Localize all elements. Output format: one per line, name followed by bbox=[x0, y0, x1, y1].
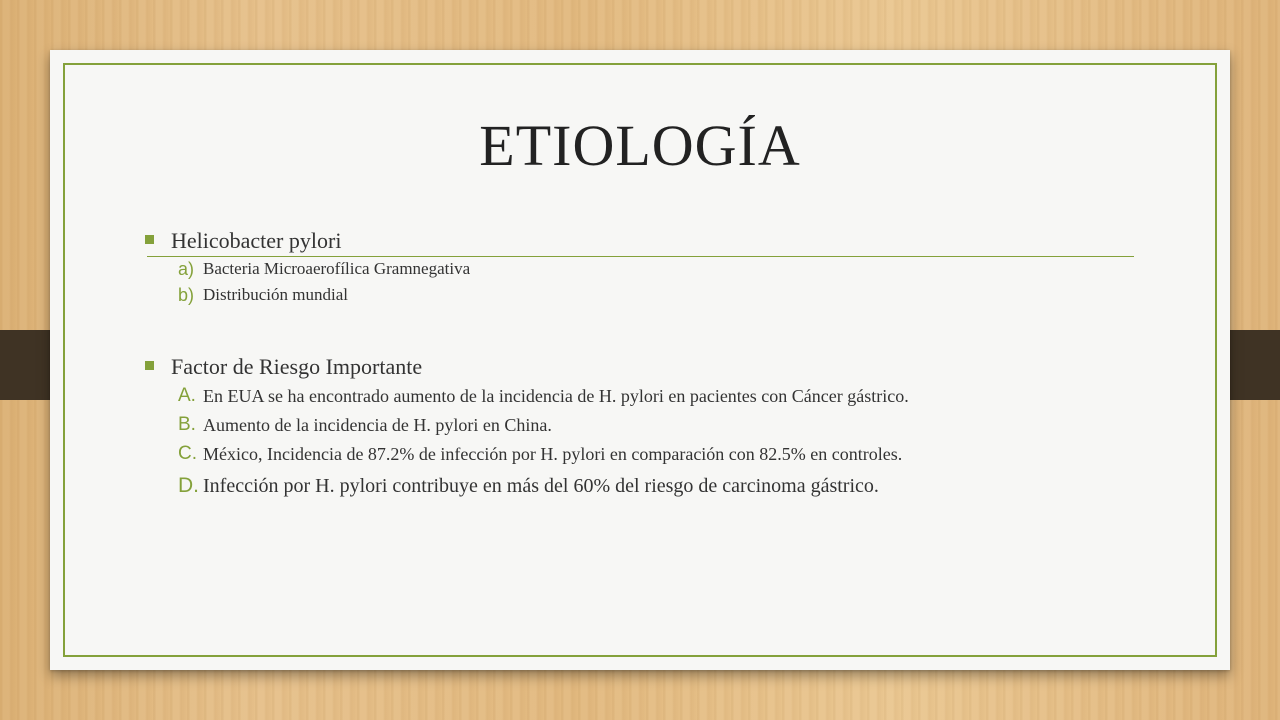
bullet-heading: Helicobacter pylori bbox=[171, 228, 342, 253]
sub-item-text: Infección por H. pylori contribuye en más del 60% del riesgo de carcinoma gástrico. bbox=[203, 475, 879, 497]
sub-item-text: En EUA se ha encontrado aumento de la incidencia de H. pylori en pacientes con Cáncer gástrico. bbox=[203, 386, 909, 406]
sub-item-text: México, Incidencia de 87.2% de infección por H. pylori en comparación con 82.5% en controles. bbox=[203, 444, 903, 464]
square-bullet-icon bbox=[145, 361, 154, 370]
sub-item-marker: a) bbox=[178, 259, 195, 279]
sub-item bbox=[145, 414, 1145, 436]
sub-item-marker: B. bbox=[178, 414, 196, 435]
sub-item bbox=[145, 385, 1145, 407]
sub-item bbox=[145, 258, 1145, 280]
sub-item-marker: A. bbox=[178, 385, 196, 406]
sub-item-marker: C. bbox=[178, 443, 197, 464]
sub-item-text: Distribución mundial bbox=[203, 285, 348, 304]
slide-title: ETIOLOGÍA bbox=[479, 113, 801, 178]
bullet-heading: Factor de Riesgo Importante bbox=[171, 354, 423, 379]
sub-list bbox=[145, 258, 1145, 306]
sub-item bbox=[145, 475, 1145, 497]
slide bbox=[50, 50, 1230, 670]
sub-item-marker: D. bbox=[178, 474, 199, 497]
bullet-section-risk-factor bbox=[145, 352, 1145, 497]
sub-item-text: Aumento de la incidencia de H. pylori en China. bbox=[203, 415, 552, 435]
sub-item-marker: b) bbox=[178, 285, 195, 305]
bullet-item bbox=[145, 226, 1145, 256]
sub-item bbox=[145, 443, 1145, 465]
sub-item bbox=[145, 284, 1145, 306]
sub-list bbox=[145, 385, 1145, 497]
bullet-section-helicobacter bbox=[145, 226, 1145, 306]
sub-item-text: Bacteria Microaerofílica Gramnegativa bbox=[203, 259, 471, 278]
square-bullet-icon bbox=[145, 235, 154, 244]
bullet-item bbox=[145, 352, 1145, 382]
